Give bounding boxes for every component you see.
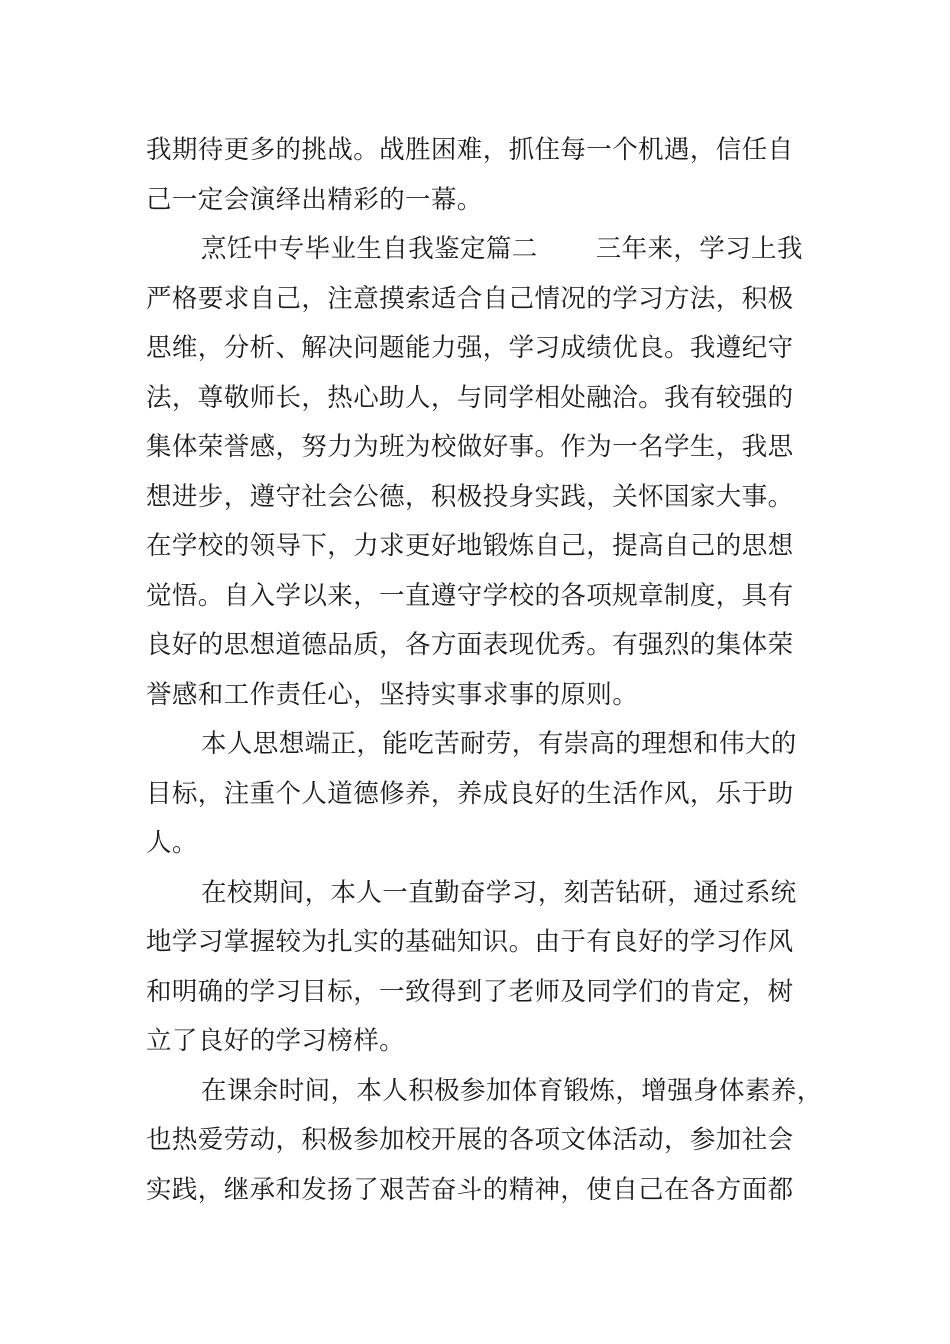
text-line: 我期待更多的挑战。战胜困难，抓住每一个机遇，信任自 — [146, 135, 794, 165]
text-line: 良好的思想道德品质，各方面表现优秀。有强烈的集体荣 — [146, 630, 794, 660]
text-line: 想进步，遵守社会公德，积极投身实践，关怀国家大事。 — [146, 481, 794, 512]
text-line: 地学习掌握较为扎实的基础知识。由于有良好的学习作风 — [146, 927, 794, 957]
text-line: 集体荣誉感，努力为班为校做好事。作为一名学生，我思 — [146, 432, 794, 462]
text-line: 人。 — [146, 828, 198, 858]
paragraph-start-line: 本人思想端正，能吃苦耐劳，有崇高的理想和伟大的 — [201, 729, 797, 759]
text-line: 实践，继承和发扬了艰苦奋斗的精神，使自己在各方面都 — [146, 1174, 794, 1205]
text-line: 在学校的领导下，力求更好地锻炼自己，提高自己的思想 — [146, 531, 794, 561]
section-heading-line — [146, 225, 811, 275]
text-line: 觉悟。自入学以来，一直遵守学校的各项规章制度，具有 — [146, 580, 794, 611]
text-line: 法，尊敬师长，热心助人，与同学相处融洽。我有较强的 — [146, 382, 794, 413]
text-line: 和明确的学习目标，一致得到了老师及同学们的肯定，树 — [146, 976, 794, 1007]
paragraph-start-line: 在校期间，本人一直勤奋学习，刻苦钻研，通过系统 — [201, 877, 797, 908]
text-line: 己一定会演绎出精彩的一幕。 — [146, 184, 483, 215]
text-line: 也热爱劳动，积极参加校开展的各项文体活动，参加社会 — [146, 1125, 794, 1155]
text-fragment: 三年来，学习上我 — [595, 234, 803, 264]
text-line: 目标，注重个人道德修养，养成良好的生活作风，乐于助 — [146, 778, 794, 809]
paragraph-start-line: 在课余时间，本人积极参加体育锻炼，增强身体素养， — [201, 1075, 823, 1106]
text-line: 思维，分析、解决问题能力强，学习成绩优良。我遵纪守 — [146, 333, 794, 363]
text-line: 严格要求自己，注意摸索适合自己情况的学习方法，积极 — [146, 283, 794, 314]
text-line: 立了良好的学习榜样。 — [146, 1026, 406, 1056]
text-line: 誉感和工作责任心，坚持实事求事的原则。 — [146, 679, 639, 710]
document-body — [146, 126, 823, 1215]
section-heading: 烹饪中专毕业生自我鉴定篇二 — [201, 234, 538, 264]
